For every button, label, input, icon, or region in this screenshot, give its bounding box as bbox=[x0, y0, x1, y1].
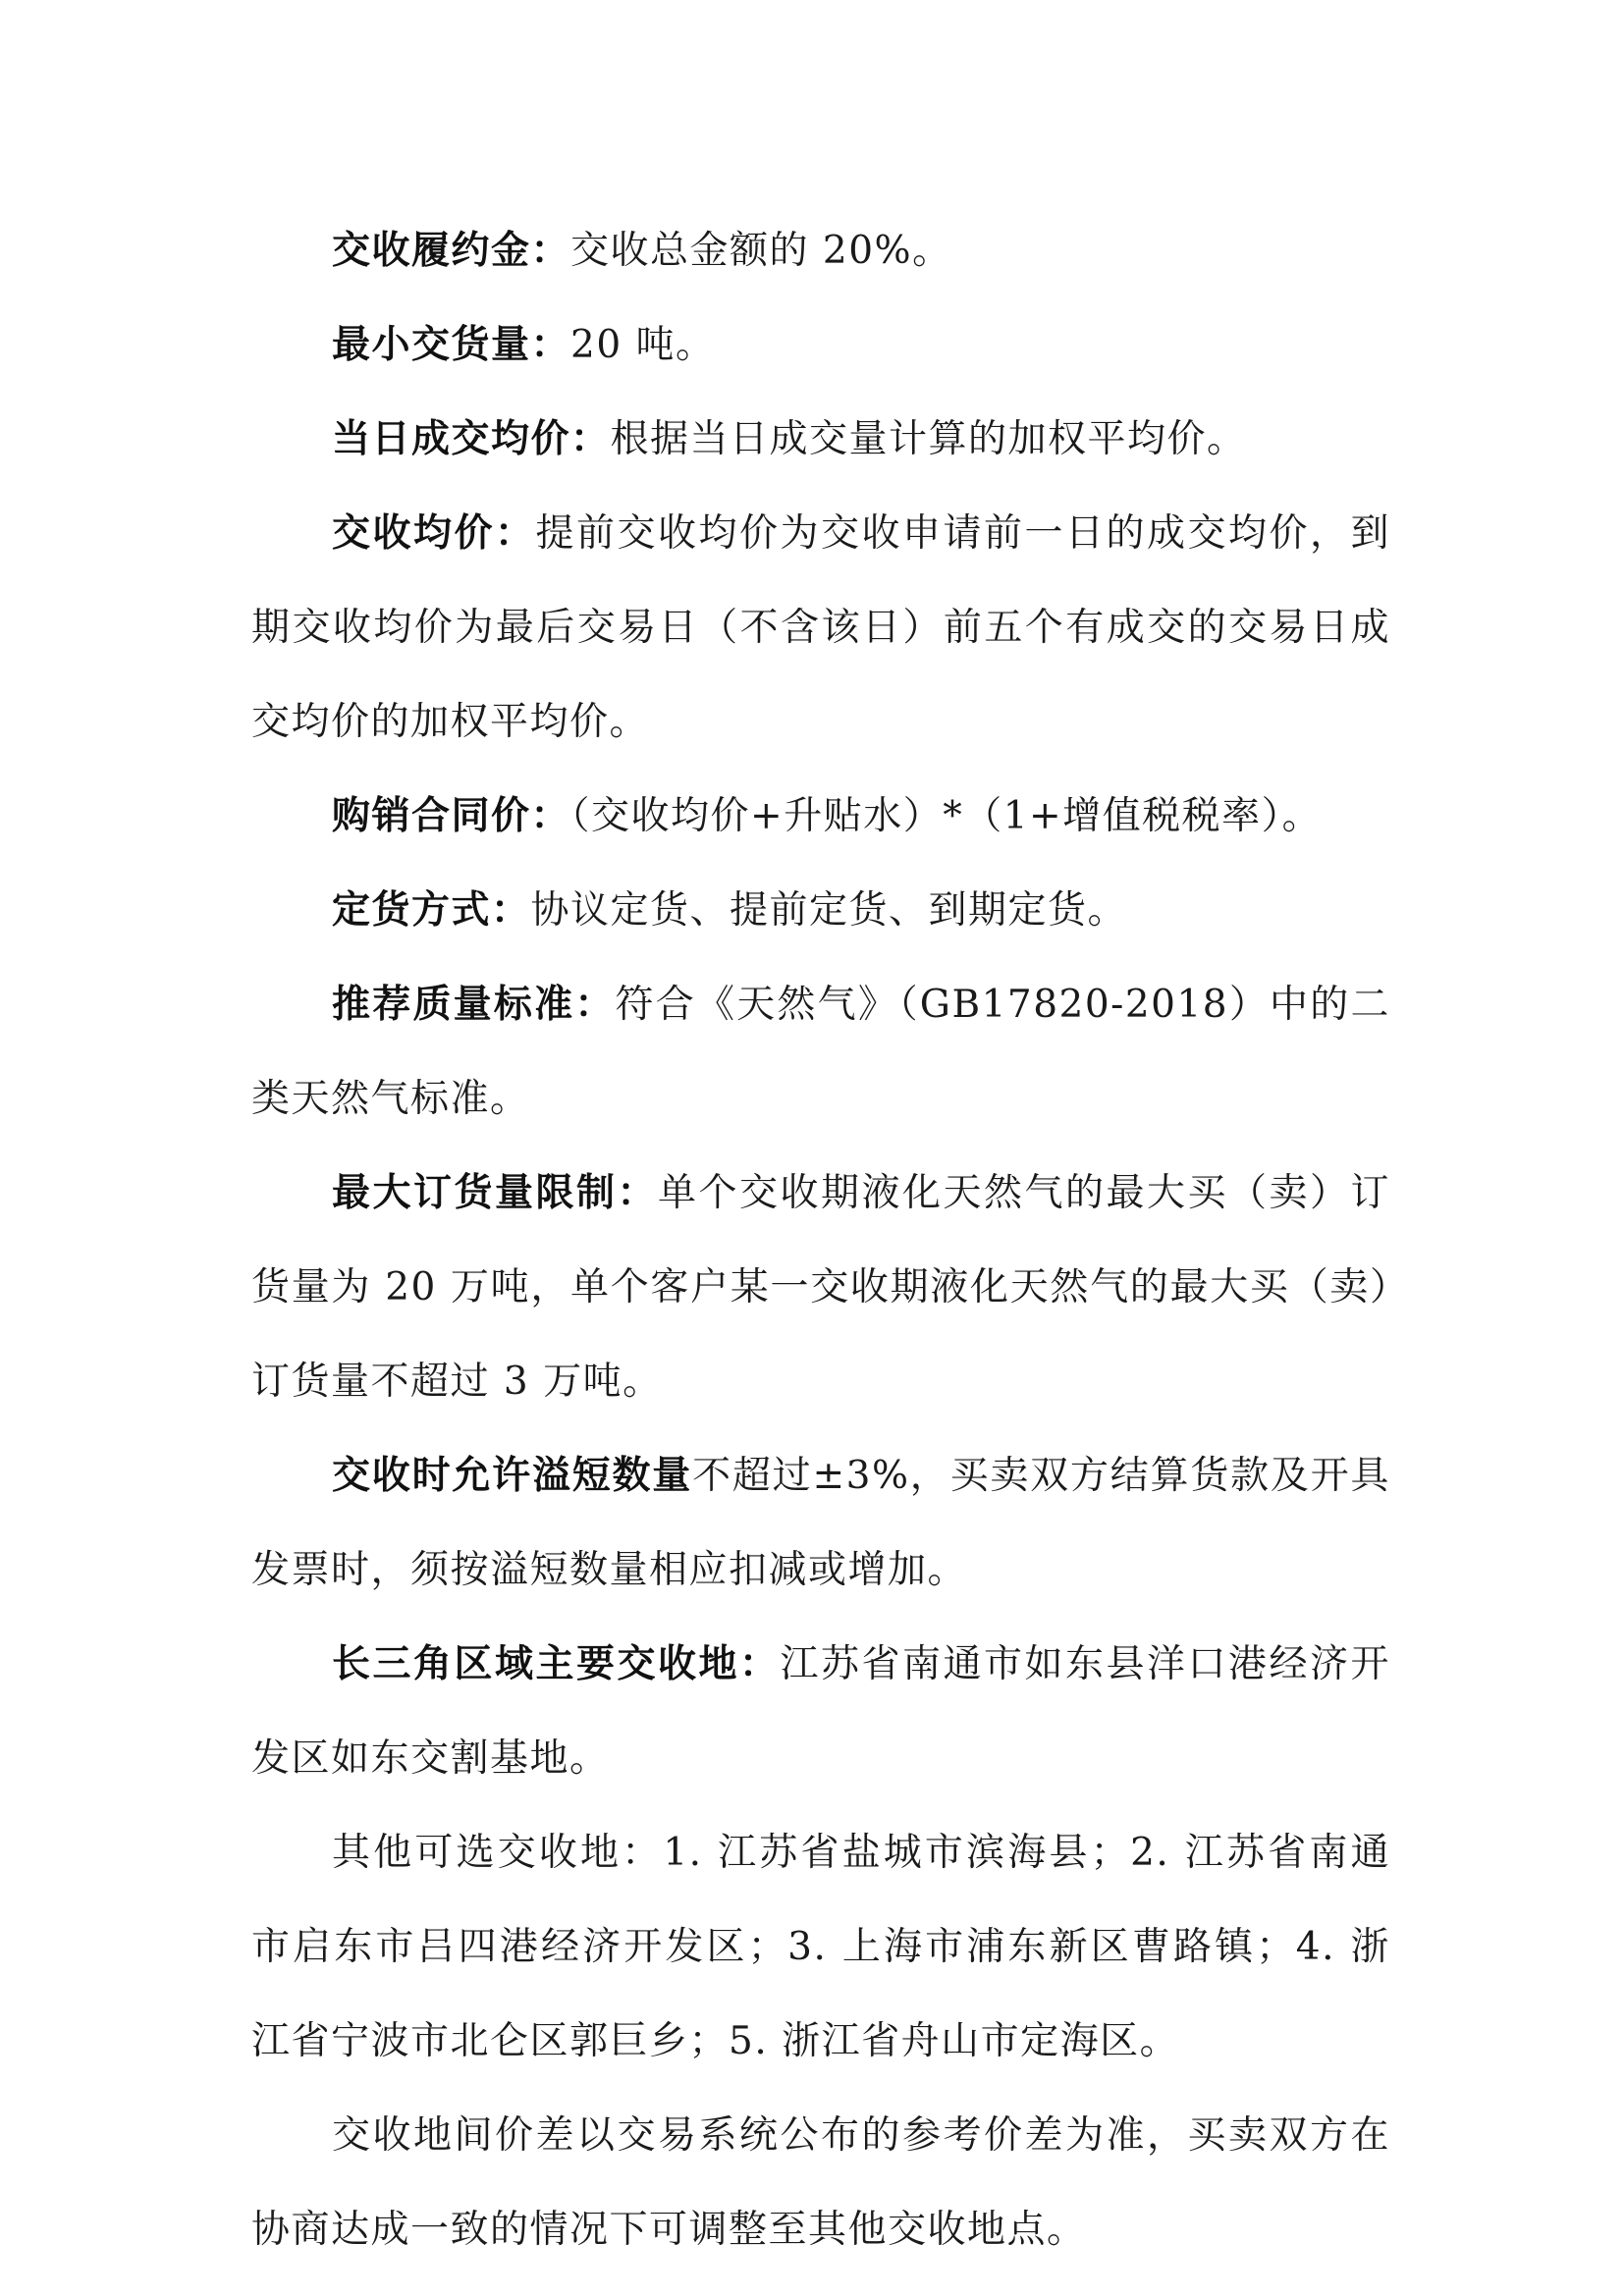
paragraph-performance-bond bbox=[251, 204, 1390, 298]
term-label: 长三角区域主要交收地： bbox=[332, 1642, 781, 1686]
paragraph-quality-standard bbox=[251, 958, 1390, 1147]
term-label: 当日成交均价： bbox=[332, 417, 611, 461]
paragraph-text: 根据当日成交量计算的加权平均价。 bbox=[610, 417, 1247, 461]
paragraph-text: 交收总金额的 20%。 bbox=[570, 229, 952, 273]
paragraph-location-price-difference bbox=[251, 2089, 1390, 2277]
term-label: 推荐质量标准： bbox=[332, 983, 616, 1027]
paragraph-delivery-average-price bbox=[251, 487, 1390, 770]
paragraph-ordering-method bbox=[251, 864, 1390, 958]
paragraph-text: 协议定货、提前定货、到期定货。 bbox=[530, 888, 1128, 933]
paragraph-other-delivery-locations bbox=[251, 1806, 1390, 2089]
paragraph-text: 江苏省南通市如东县洋口港经济开发区如东交割基地。 bbox=[251, 1642, 1390, 1781]
paragraph-max-order-limit bbox=[251, 1147, 1390, 1429]
paragraph-main-delivery-location bbox=[251, 1618, 1390, 1806]
paragraph-text: 交收地间价差以交易系统公布的参考价差为准，买卖双方在协商达成一致的情况下可调整至其他交收地点。 bbox=[251, 2113, 1390, 2252]
term-label: 购销合同价： bbox=[332, 794, 571, 838]
paragraph-text: 符合《天然气》（GB17820-2018）中的二类天然气标准。 bbox=[251, 983, 1390, 1121]
paragraph-daily-average-price bbox=[251, 393, 1390, 487]
paragraph-text: 单个交收期液化天然气的最大买（卖）订货量为 20 万吨，单个客户某一交收期液化天然气的最大买（卖）订货量不超过 3 万吨。 bbox=[251, 1171, 1390, 1404]
term-label: 最大订货量限制： bbox=[332, 1171, 658, 1215]
paragraph-text: 其他可选交收地：1. 江苏省盐城市滨海县；2. 江苏省南通市启东市吕四港经济开发区；3. 上海市浦东新区曹路镇；4. 浙江省宁波市北仑区郭巨乡；5. 浙江省舟山市定海区。 bbox=[251, 1831, 1390, 2063]
paragraph-min-delivery bbox=[251, 298, 1390, 393]
paragraph-overflow-tolerance bbox=[251, 1429, 1390, 1618]
document-page bbox=[251, 204, 1390, 2277]
term-label: 交收时允许溢短数量 bbox=[332, 1454, 693, 1498]
paragraph-contract-price bbox=[251, 770, 1390, 864]
paragraph-text: （交收均价+升贴水）*（1+增值税税率）。 bbox=[570, 794, 1323, 838]
paragraph-text: 20 吨。 bbox=[570, 323, 716, 367]
term-label: 定货方式： bbox=[332, 888, 531, 933]
term-label: 交收均价： bbox=[332, 511, 536, 556]
term-label: 交收履约金： bbox=[332, 229, 571, 273]
term-label: 最小交货量： bbox=[332, 323, 571, 367]
paragraph-text: 不超过±3%，买卖双方结算货款及开具发票时，须按溢短数量相应扣减或增加。 bbox=[251, 1454, 1390, 1592]
paragraph-text: 提前交收均价为交收申请前一日的成交均价，到期交收均价为最后交易日（不含该日）前五个有成交的交易日成交均价的加权平均价。 bbox=[251, 511, 1390, 744]
